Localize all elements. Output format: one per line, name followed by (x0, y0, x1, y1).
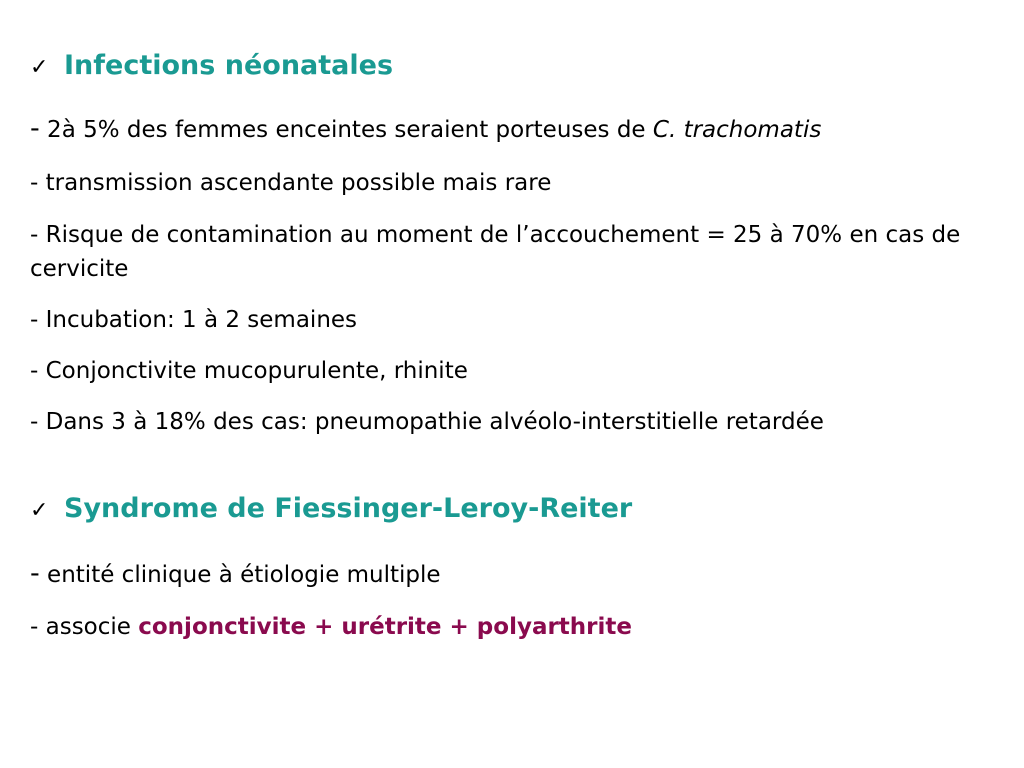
species-name: C. trachomatis (652, 117, 822, 143)
bullet-line (30, 557, 1012, 592)
bullet-line: - transmission ascendante possible mais rare (30, 170, 552, 196)
bullet-dash: - (30, 558, 40, 589)
bullet-text: entité clinique à étiologie multiple (39, 562, 441, 588)
bullet-line: - Conjonctivite mucopurulente, rhinite (30, 358, 468, 384)
bullet-line: - Dans 3 à 18% des cas: pneumopathie alvéolo-interstitielle retardée (30, 409, 824, 435)
bullet-dash: - (30, 113, 40, 144)
bullet-line (30, 610, 1012, 644)
section-title: Syndrome de Fiessinger-Leroy-Reiter (64, 493, 633, 524)
highlighted-triad: conjonctivite + urétrite + polyarthrite (138, 614, 632, 640)
bullet-line (30, 112, 1012, 147)
bullet-line: - Risque de contamination au moment de l’accouchement = 25 à 70% en cas de cervicite (30, 222, 961, 282)
bullet-line: - Incubation: 1 à 2 semaines (30, 307, 358, 333)
bullet-text: - associe (30, 614, 139, 640)
bullet-text: 2à 5% des femmes enceintes seraient porteuses de (39, 117, 653, 143)
section-title: Infections néonatales (64, 50, 394, 81)
section-heading-reiter (30, 493, 632, 524)
checkmark-icon: ✓ (30, 498, 49, 523)
section-heading-infections (30, 50, 393, 81)
checkmark-icon: ✓ (30, 55, 49, 80)
